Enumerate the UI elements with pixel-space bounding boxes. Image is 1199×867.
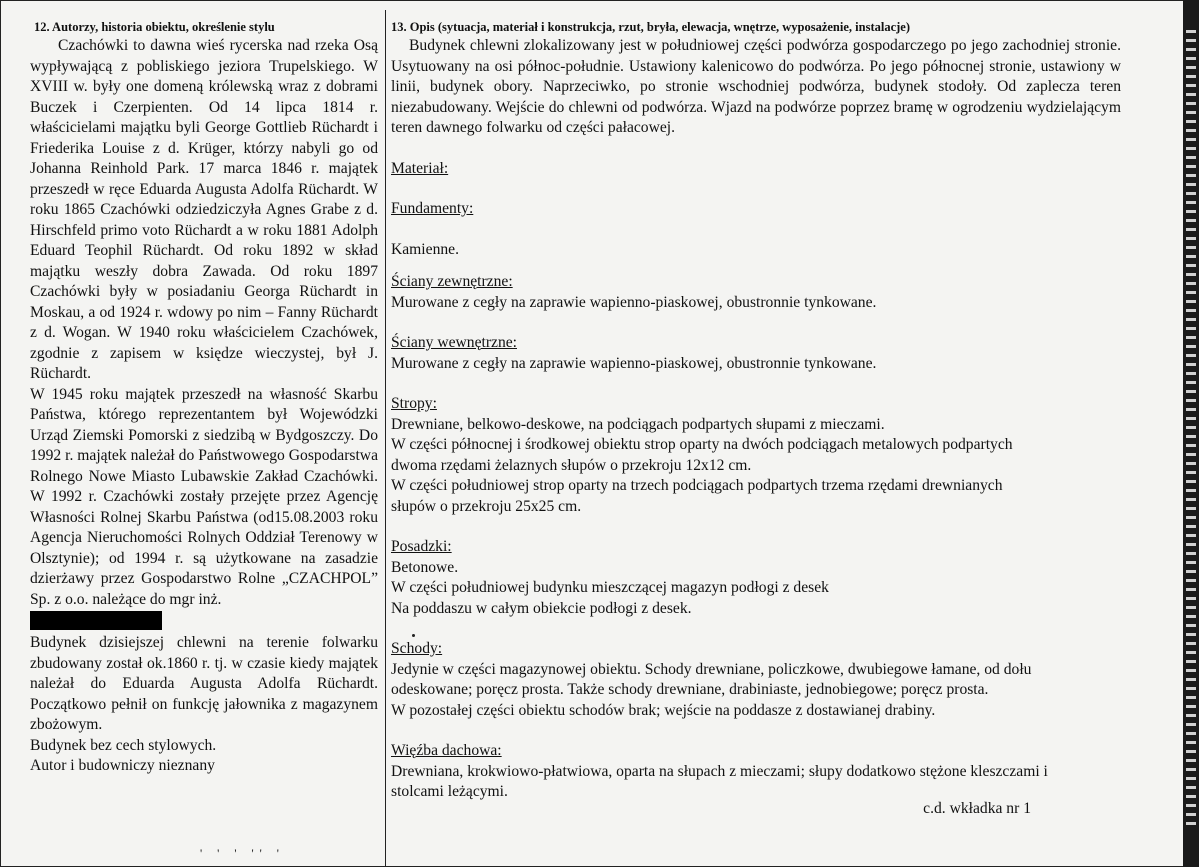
sciany-wewnetrzne-text: Murowane z cegły na zaprawie wapienno-piaskowej, obustronnie tynkowane. bbox=[391, 354, 877, 372]
posadzki-line-3: Na poddaszu w całym obiekcie podłogi z desek. bbox=[391, 599, 692, 617]
redacted-name-block bbox=[30, 611, 162, 630]
history-paragraph-2: W 1945 roku majątek przeszedł na własność Skarbu Państwa, którego reprezentantem był Wojewódzki Urząd Ziemski Pomorski z siedzibą w Bydgoszczy. Do 1992 r. majątek należał do Państwowego Gospodarstwa Rolnego Nowe Miasto Lubawskie Zakład Czachówki. W 1992 r. Czachówki zostały przejęte przez Agencję Własności Rolnej Skarbu Państwa (od15.08.2003 roku Agencja Nieruchomości Rolnych Oddział Terenowy w Olsztynie); od 1994 r. są użytkowane na zasadzie dzierżawy przez Gospodarstwo Rolne „CZACHPOL” Sp. z o.o. należące do mgr inż. bbox=[30, 385, 378, 608]
posadzki-line-1: Betonowe. bbox=[391, 558, 459, 576]
description-intro: Budynek chlewni zlokalizowany jest w południowej części podwórza gospodarczego po jego zachodniej stronie. Usytuowany na osi północ-południe. Ustawiony kalenicowo do podwórza. Po jego północnej stronie, ustawiony w linii, budynek obory. Naprzeciwko, po stronie wschodniej podwórza, budynek stodoły. Od zaplecza teren niezabudowany. Wejście do chlewni od podwórza. Wjazd na podwórze poprzez bramę w ogrodzeniu wydzielającym teren dawnego folwarku od części pałacowej. bbox=[391, 37, 1121, 136]
column-divider bbox=[385, 10, 386, 867]
schody-line-3: W pozostałej części obiektu schodów brak; wejście na poddasze z dostawianej drabiny. bbox=[391, 701, 936, 719]
stropy-line-2: W części północnej i środkowej obiektu strop oparty na dwóch podciągach metalowych podpartych bbox=[391, 436, 1013, 453]
continuation-note: c.d. wkładka nr 1 bbox=[923, 800, 1031, 817]
stropy-line-5: słupów o przekroju 25x25 cm. bbox=[391, 497, 582, 515]
fundamenty-text: Kamienne. bbox=[391, 240, 459, 258]
scan-speck bbox=[412, 634, 415, 637]
author-line: Autor i budowniczy nieznany bbox=[30, 757, 215, 774]
schody-line-1: Jedynie w części magazynowej obiektu. Schody drewniane, policzkowe, dwubiegowe łamane, od dołu bbox=[391, 660, 1032, 678]
history-paragraph-3: Budynek dzisiejszej chlewni na terenie folwarku zbudowany został ok.1860 r. tj. w czasie kiedy majątek należał do Eduarda Augusta Adolfa Rüchardt. Początkowo pełnił on funkcję jałownika z magazynem zbożowym. bbox=[30, 634, 378, 733]
section-12-heading: 12. Autorzy, historia obiektu, określenie stylu bbox=[34, 20, 275, 34]
bottom-scan-marks: ' ' ' '' ' bbox=[200, 846, 285, 860]
stropy-line-3: dwoma rzędami żelaznych słupów o przekroju 12x12 cm. bbox=[391, 456, 752, 474]
schody-label: Schody: bbox=[391, 640, 443, 657]
material-label: Materiał: bbox=[391, 159, 449, 177]
wiezba-line-1: Drewniana, krokwiowo-płatwiowa, oparta na słupach z mieczami; słupy dodatkowo stężone kleszczami i bbox=[391, 762, 1048, 780]
sciany-zewnetrzne-label: Ściany zewnętrzne: bbox=[391, 273, 513, 290]
sciany-wewnetrzne-label: Ściany wewnętrzne: bbox=[391, 334, 517, 351]
posadzki-line-2: W części południowej budynku mieszczącej magazyn podłogi z desek bbox=[391, 579, 829, 596]
stropy-line-1: Drewniane, belkowo-deskowe, na podciągach podpartych słupami z mieczami. bbox=[391, 415, 885, 433]
style-line: Budynek bez cech stylowych. bbox=[30, 736, 217, 754]
posadzki-label: Posadzki: bbox=[391, 538, 452, 555]
fundamenty-label: Fundamenty: bbox=[391, 200, 474, 217]
scan-edge bbox=[1183, 0, 1199, 867]
history-paragraph-1: Czachówki to dawna wieś rycerska nad rzeka Osą wypływającą z pobliskiego jeziora Trupelskiego. W XVIII w. były one domeną królewską wraz z dobrami Buczek i Czerpienten. Od 14 lipca 1814 r. właścicielami majątku byli George Gottlieb Rüchardt i Friederika Louise z d. Krüger, którzy nabyli go od Johanna Reinhold Park. 17 marca 1846 r. majątek przeszedł w ręce Eduarda Augusta Adolfa Rüchardt. W roku 1865 Czachówki odziedziczyła Agnes Grabe z d. Hirschfeld primo voto Rüchardt a w roku 1881 Adolph Eduard Teophil Rüchardt. Od roku 1892 w skład majątku weszły dobra Zawada. Od roku 1897 Czachówki były w posiadaniu Georga Rüchardt in Moskau, a od 1924 r. wdowy po nim – Fanny Rüchardt z d. Wogan. W 1940 roku właścicielem Czachówek, zgodnie z zapisem w księdze wieczystej, był J. Rüchardt. bbox=[30, 37, 378, 382]
schody-line-2: odeskowane; poręcz prosta. Także schody drewniane, drabiniaste, jednobiegowe; poręcz prosta. bbox=[391, 681, 989, 698]
right-column bbox=[391, 18, 1121, 803]
scan-edge-marks bbox=[1186, 30, 1196, 830]
sciany-zewnetrzne-text: Murowane z cegły na zaprawie wapienno-piaskowej, obustronnie tynkowane. bbox=[391, 293, 877, 311]
stropy-line-4: W części południowej strop oparty na trzech podciągach podpartych trzema rzędami drewnianych bbox=[391, 477, 1003, 494]
wiezba-line-2: stolcami leżącymi. bbox=[391, 783, 508, 800]
wiezba-label: Więźba dachowa: bbox=[391, 742, 502, 759]
stropy-label: Stropy: bbox=[391, 395, 437, 412]
section-13-heading: 13. Opis (sytuacja, materiał i konstrukcja, rzut, bryła, elewacja, wnętrze, wyposażenie, instalacje) bbox=[391, 20, 911, 34]
left-column bbox=[30, 18, 378, 777]
